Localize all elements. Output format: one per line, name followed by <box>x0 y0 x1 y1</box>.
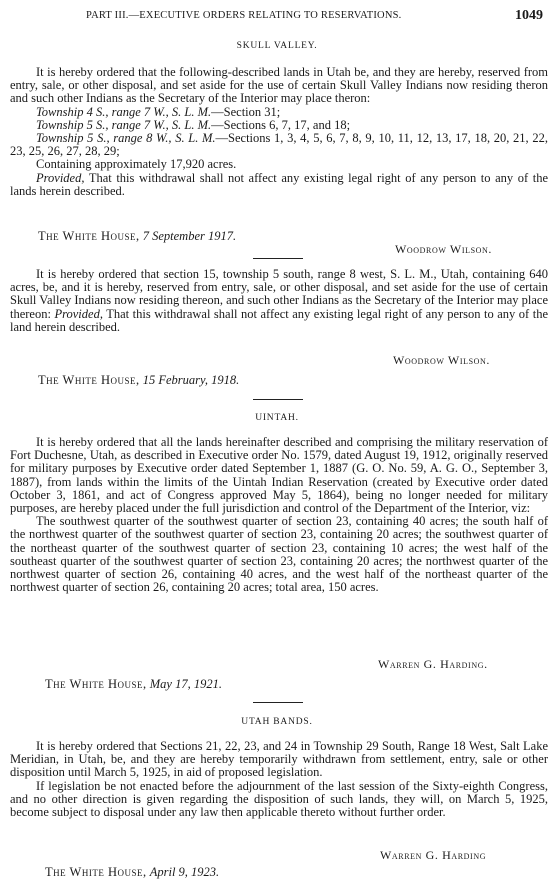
acreage-line: Containing approximately 17,920 acres. <box>36 157 237 172</box>
order-date: 7 September 1917. <box>142 229 237 243</box>
township-line <box>10 132 548 158</box>
order-utah-bands-1923 <box>10 740 548 819</box>
order-paragraph: It is hereby ordered that the following-described lands in Utah be, and they are hereby, reserved from entry, sale, or other disposal, and set aside for the use of certain Skull Valley Indians now residing theron and such other Indians as the Secretary of the Interior may place theron: <box>10 65 548 106</box>
land-description: The southwest quarter of the southwest quarter of section 23, containing 40 acres; the south half of the northwest quarter of the southwest quarter of section 23, containing 20 acres; the southwest quarter of the northeast quarter of the southwest quarter of section 23, containing 10 acres; the west half of the southeast quarter of the southwest quarter of section 23, containing 20 acres; the northwest quarter of the northwest quarter of section 26, containing 40 acres, and the west half of the northeast quarter of the northwest quarter of section 26, containing 20 acres; total area, 150 acres. <box>10 514 548 595</box>
proviso-text: That this withdrawal shall not affect any existing legal right of any person to any of the lands herein described. <box>10 170 548 198</box>
order-text: It is hereby ordered that section 15, township 5 south, range 8 west, S. L. M., Utah, containing 640 acres, be, and it is hereby, reserved from entry, sale, or other disposal, and set aside for the use of certain Skull Valley Indians now residing thereon, and such other Indians as the Secretary of the Interior may place thereon: <box>10 267 548 321</box>
place-date <box>45 677 222 692</box>
order-paragraph: If legislation be not enacted before the adjournment of the last session of the Sixty-eighth Congress, and no other direction is given regarding the disposition of such lands, they will, on March 5, 1925, become subject to disposal under any law then applicable thereto without further order. <box>10 778 548 820</box>
running-header <box>0 9 554 25</box>
signature: Warren G. Harding <box>380 848 487 862</box>
page-number: 1049 <box>515 8 543 23</box>
proviso-word: Provided, <box>36 170 85 185</box>
proviso-paragraph <box>10 172 548 198</box>
proviso-word: Provided, <box>54 306 103 321</box>
place-date <box>45 865 219 880</box>
place-label: The White House, <box>38 373 140 387</box>
township-sections: —Sections 1, 3, 4, 5, 6, 7, 8, 9, 10, 11, 12, 13, 17, 18, 20, 21, 22, 23, 25, 26, 27, 28, 29; <box>10 131 548 159</box>
order-date: April 9, 1923. <box>149 865 220 879</box>
order-skull-valley-1917 <box>10 66 548 198</box>
section-divider <box>253 702 303 703</box>
section-heading-utah-bands: UTAH BANDS. <box>241 717 313 727</box>
place-label: The White House, <box>45 865 147 879</box>
section-heading-uintah: UINTAH. <box>255 413 299 423</box>
township-label: Township 5 S., range 8 W., S. L. M. <box>36 131 216 146</box>
running-title: PART III.—EXECUTIVE ORDERS RELATING TO RESERVATIONS. <box>86 10 402 21</box>
place-date <box>38 373 239 388</box>
signature: Warren G. Harding. <box>378 657 488 671</box>
proviso-text: That this withdrawal shall not affect any existing legal right of any person to any of the land herein described. <box>10 306 548 334</box>
order-paragraph: It is hereby ordered that all the lands hereinafter described and comprising the military reservation of Fort Duchesne, Utah, as described in Executive order No. 1579, dated August 19, 1912, originally reserved for military purposes by Executive order dated September 1, 1887 (G. O. No. 59, A. G. O., September 3, 1887), from lands within the limits of the Uintah Indian Reservation (created by Executive order dated October 3, 1861, and act of Congress approved May 5, 1864), being no longer needed for military purposes, are hereby placed under the full jurisdiction and control of the Department of the Interior, viz: <box>10 435 548 516</box>
order-date: May 17, 1921. <box>149 677 222 691</box>
place-label: The White House, <box>45 677 147 691</box>
township-label: Township 5 S., range 7 W., S. L. M. <box>36 117 212 132</box>
section-divider <box>253 258 303 259</box>
order-paragraph <box>10 268 548 334</box>
section-divider <box>253 399 303 400</box>
order-date: 15 February, 1918. <box>142 373 240 387</box>
order-uintah-1921 <box>10 436 548 594</box>
township-sections: —Sections 6, 7, 17, and 18; <box>211 117 351 132</box>
township-label: Township 4 S., range 7 W., S. L. M. <box>36 104 212 119</box>
place-label: The White House, <box>38 229 140 243</box>
signature: Woodrow Wilson. <box>393 353 490 367</box>
order-skull-valley-1918 <box>10 268 548 334</box>
place-date <box>38 229 236 244</box>
order-paragraph: It is hereby ordered that Sections 21, 22, 23, and 24 in Township 29 South, Range 18 West, Salt Lake Meridian, in Utah, be, and they are hereby temporarily withdrawn from settlement, entry, sale or other disposition until March 5, 1925, in aid of proposed legislation. <box>10 739 548 780</box>
signature: Woodrow Wilson. <box>395 242 492 256</box>
section-heading-skull-valley: SKULL VALLEY. <box>236 41 318 51</box>
township-sections: —Section 31; <box>211 104 281 119</box>
